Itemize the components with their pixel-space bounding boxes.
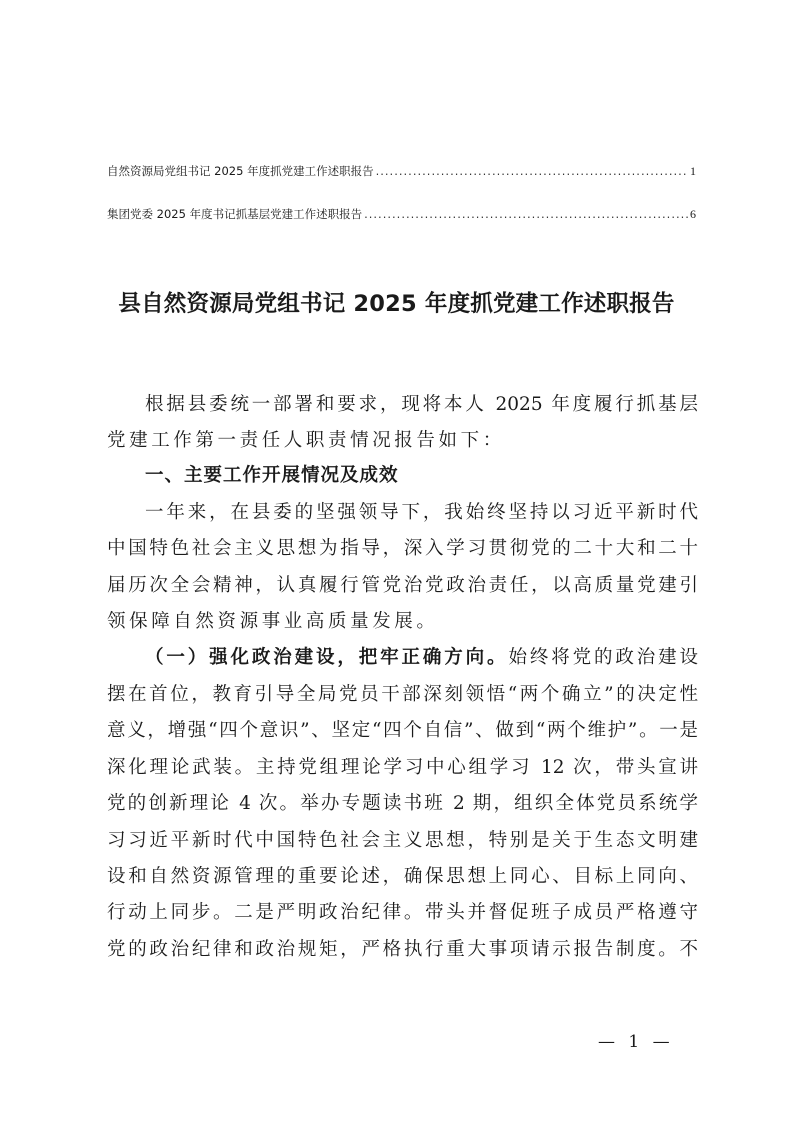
- text-line: 意义，增强“四个意识”、坚定“四个自信”、做到“两个维护”。一是: [107, 720, 698, 741]
- toc-entry-label: 集团党委 2025 年度书记抓基层党建工作述职报告: [107, 207, 363, 221]
- text-line: 党的政治纪律和政治规矩，严格执行重大事项请示报告制度。不: [107, 939, 698, 960]
- text-line: 届历次全会精神，认真履行管党治党政治责任，以高质量党建引: [107, 575, 698, 596]
- section-heading: 一、主要工作开展情况及成效: [145, 465, 399, 486]
- page-number: — 1 —: [598, 1032, 674, 1052]
- toc-leader-dots: [364, 207, 688, 221]
- text-line: 党建工作第一责任人职责情况报告如下：: [107, 430, 505, 451]
- text-run: 始终将党的政治建设: [508, 647, 698, 668]
- text-line: 一年来，在县委的坚强领导下，我始终坚持以习近平新时代: [145, 502, 698, 523]
- text-line: 中国特色社会主义思想为指导，深入学习贯彻党的二十大和二十: [107, 538, 698, 559]
- toc-entry[interactable]: [107, 163, 696, 179]
- toc-entry[interactable]: [107, 206, 696, 222]
- toc-entry-page: 6: [690, 207, 696, 221]
- toc-leader-dots: [376, 164, 688, 178]
- text-line: 领保障自然资源事业高质量发展。: [107, 611, 439, 632]
- text-line: 行动上同步。二是严明政治纪律。带头并督促班子成员严格遵守: [107, 902, 698, 923]
- text-line: 深化理论武装。主持党组理论学习中心组学习 12 次，带头宣讲: [107, 757, 698, 778]
- text-line: [145, 645, 698, 671]
- text-line: 党的创新理论 4 次。举办专题读书班 2 期，组织全体党员系统学: [107, 793, 698, 814]
- text-line: 摆在首位，教育引导全局党员干部深刻领悟“两个确立”的决定性: [107, 684, 698, 705]
- text-line: 根据县委统一部署和要求，现将本人 2025 年度履行抓基层: [145, 394, 698, 415]
- toc-entry-page: 1: [690, 164, 696, 178]
- text-line: 习习近平新时代中国特色社会主义思想，特别是关于生态文明建: [107, 830, 698, 851]
- text-line: 设和自然资源管理的重要论述，确保思想上同心、目标上同向、: [107, 866, 698, 887]
- subsection-heading: （一）强化政治建设，把牢正确方向。: [145, 647, 509, 668]
- document-title: 县自然资源局党组书记 2025 年度抓党建工作述职报告: [118, 291, 675, 317]
- toc-entry-label: 自然资源局党组书记 2025 年度抓党建工作述职报告: [107, 164, 374, 178]
